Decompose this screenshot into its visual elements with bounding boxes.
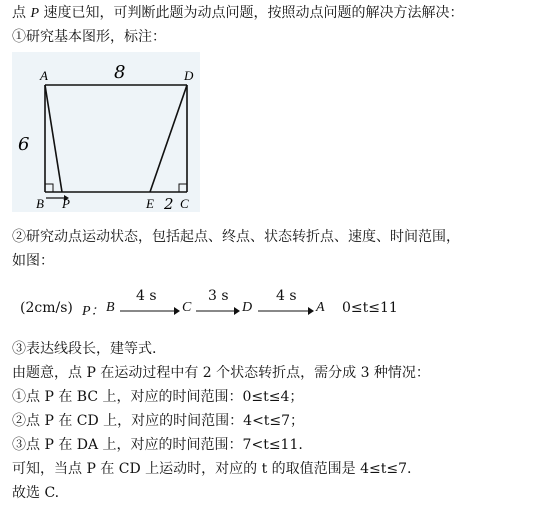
timeline-path-label: P： <box>82 304 105 319</box>
timeline-point-c: C <box>182 300 192 315</box>
timeline-speed: (2cm/s) <box>20 300 73 316</box>
timeline-point-b: B <box>106 300 115 315</box>
timeline-point-a: A <box>316 300 325 315</box>
timeline-point-d: D <box>242 300 253 315</box>
analysis-case3: ③点 P 在 DA 上，对应的时间范围：7<t≤11. <box>12 437 303 453</box>
segment-de <box>150 85 187 192</box>
timeline-arrow-2 <box>196 306 240 316</box>
step2-line2: 如图： <box>12 253 54 269</box>
trapezoid-figure <box>12 52 200 212</box>
analysis-line1: 由题意，点 P 在运动过程中有 2 个状态转折点，需分成 3 种情况： <box>12 365 430 381</box>
intro-var-p: P <box>30 6 40 21</box>
label-c: C <box>180 196 189 211</box>
step1-heading: ①研究基本图形，标注： <box>12 29 166 45</box>
timeline-duration-3: 4 s <box>276 288 297 304</box>
label-b: B <box>36 196 44 211</box>
timeline-range: 0≤t≤11 <box>342 300 398 316</box>
analysis-answer: 故选 C. <box>12 485 60 501</box>
label-p: P <box>62 196 70 211</box>
timeline-arrow-1 <box>120 306 180 316</box>
analysis-conclusion: 可知，当点 P 在 CD 上运动时，对应的 t 的取值范围是 4≤t≤7. <box>12 461 412 477</box>
step3-heading: ③表达线段长，建等式. <box>12 341 157 357</box>
analysis-case1: ①点 P 在 BC 上，对应的时间范围：0≤t≤4； <box>12 389 304 405</box>
intro-rest: 速度已知，可判断此题为动点问题，按照动点问题的解决方法解决： <box>43 5 464 21</box>
analysis-case2: ②点 P 在 CD 上，对应的时间范围：4<t≤7； <box>12 413 305 429</box>
annotation-bottom-part: 2 <box>164 195 174 212</box>
step2-line1: ②研究动点运动状态，包括起点、终点、状态转折点、速度、时间范围， <box>12 229 460 245</box>
label-e: E <box>146 196 154 211</box>
motion-timeline <box>20 288 440 328</box>
right-angle-c <box>179 184 187 192</box>
figure-svg <box>12 52 200 212</box>
segment-ap <box>45 85 62 192</box>
label-a: A <box>40 68 48 83</box>
timeline-duration-1: 4 s <box>136 288 157 304</box>
intro-line <box>12 4 463 23</box>
intro-prefix: 点 <box>12 5 26 21</box>
annotation-top-length: 8 <box>114 62 126 83</box>
right-angle-b <box>45 184 53 192</box>
timeline-arrow-3 <box>258 306 314 316</box>
timeline-duration-2: 3 s <box>208 288 229 304</box>
label-d: D <box>184 68 194 83</box>
annotation-left-length: 6 <box>18 134 30 155</box>
